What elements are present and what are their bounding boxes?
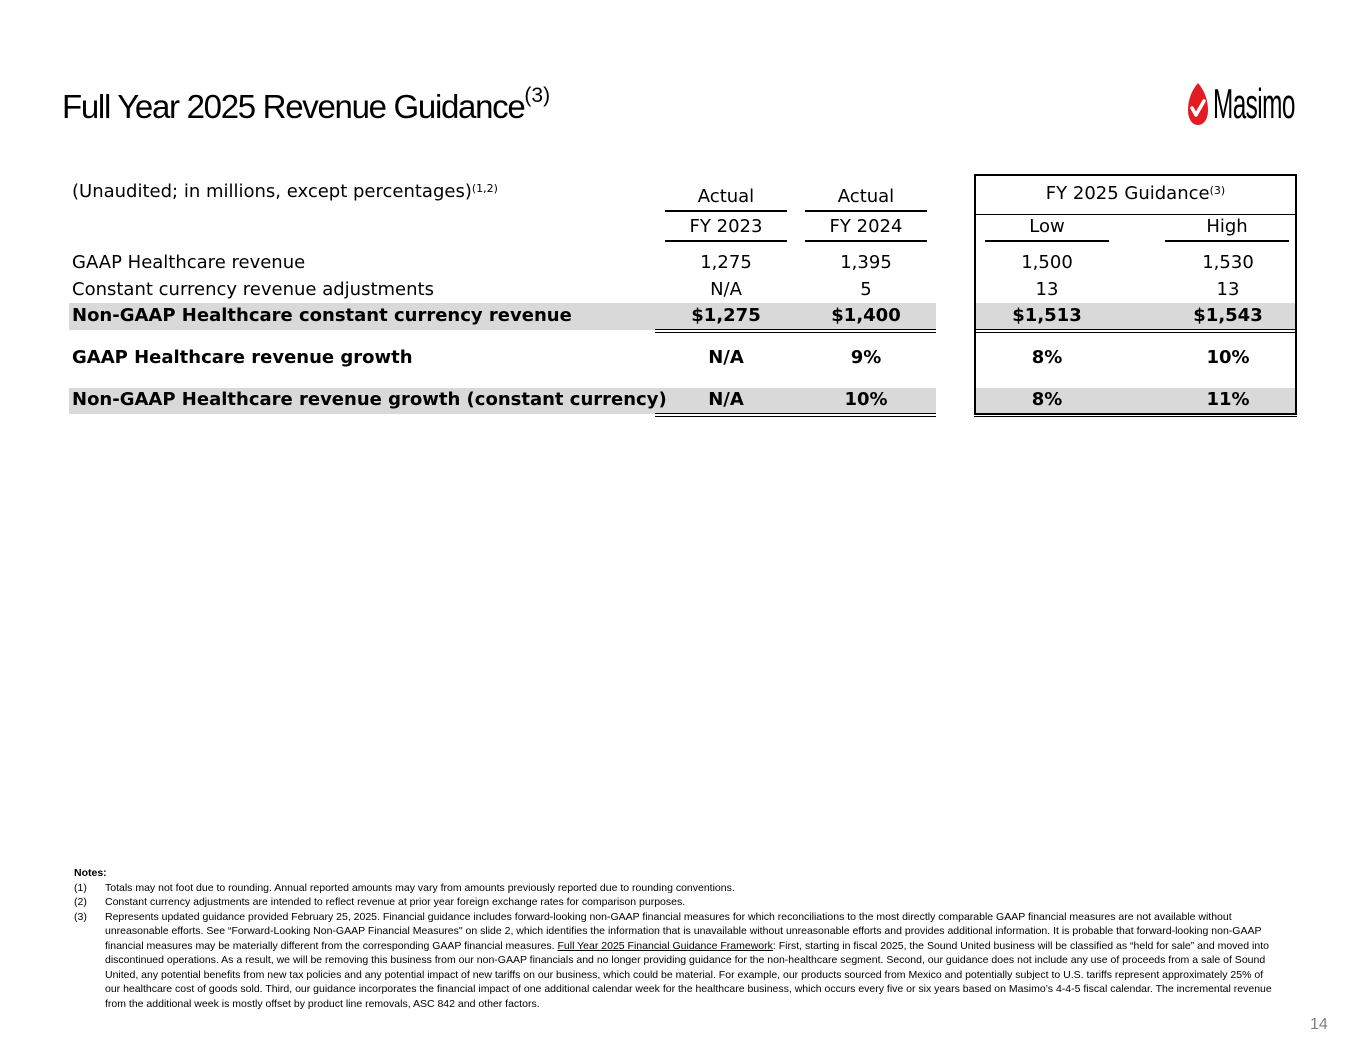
row-label: GAAP Healthcare revenue (72, 252, 306, 273)
col-header-fy24: FY 2024 (829, 216, 903, 237)
col-header-high: High (1206, 216, 1248, 237)
footnote-2 (74, 895, 1274, 910)
footnote-text: Constant currency adjustments are intended to reflect revenue at prior year foreign exchange rates for comparison purposes. (105, 896, 686, 908)
table-caption: (Unaudited; in millions, except percentages)$^{(1,2)}$ (72, 181, 498, 202)
fy24-top-underline (805, 210, 927, 212)
growth-double-underline-guidance (974, 413, 1297, 417)
fy24-underline (805, 240, 927, 242)
cell-fy23: N/A (708, 347, 744, 368)
footnote-number: (3) (74, 910, 87, 923)
col-header-guidance: FY 2025 Guidance$^{(3)}$ (1045, 183, 1226, 204)
guidance-framework-link: Full Year 2025 Financial Guidance Framework (557, 939, 773, 952)
cell-high: $1,543 (1193, 305, 1263, 326)
masimo-logo-wordmark: Masimo (1213, 80, 1295, 127)
cell-low: 1,500 (1021, 252, 1073, 273)
cell-high: 10% (1206, 347, 1250, 368)
notes-heading: Notes: (74, 867, 107, 879)
footnotes (74, 866, 1274, 1011)
row-label: Constant currency revenue adjustments (72, 279, 434, 300)
cell-low: 8% (1031, 347, 1063, 368)
total-double-underline-guidance (976, 329, 1295, 333)
masimo-logo (1187, 80, 1354, 128)
caption-footnote-ref: (1,2) (471, 182, 498, 195)
guidance-header-divider (976, 214, 1295, 215)
cell-fy24: 9% (850, 347, 882, 368)
cell-low: 13 (1035, 279, 1059, 300)
col-header-low: Low (1029, 216, 1065, 237)
row-label: GAAP Healthcare revenue growth (72, 347, 413, 368)
row-label: Non-GAAP Healthcare revenue growth (constant currency) (72, 389, 667, 410)
cell-fy23: 1,275 (700, 252, 752, 273)
cell-fy23: N/A (710, 279, 742, 300)
footnote-number: (2) (74, 896, 87, 908)
cell-fy23: N/A (708, 389, 744, 410)
col-header-fy24-top: Actual (837, 186, 895, 207)
fy23-underline (665, 240, 787, 242)
guidance-footnote-ref: (3) (1209, 184, 1226, 197)
cell-high: 11% (1206, 389, 1250, 410)
growth-double-underline-actuals (655, 413, 936, 417)
footnote-1 (74, 881, 1274, 896)
cell-low: 8% (1031, 389, 1063, 410)
row-label: Non-GAAP Healthcare constant currency revenue (72, 305, 572, 326)
footnote-text: Represents updated guidance provided February 25, 2025. Financial guidance includes forward-looking non-GAAP financial measures for which reconciliations to the most directly comparable GAAP financial measures are not available without unreasonable efforts. See “Forward-Looking Non-GAAP Financial Measures" on slide 2, which identifies the information that is unavailable without unreasonable efforts and provides additional information. It is probable that forward-looking non-GAAP financial measures may be materially different from the corresponding GAAP financial measures. Full Year 2025 Financial Guidance Framework: First, starting in fiscal 2025, the Sound United business will be classified as “held for sale” and moved into discontinued operations. As a result, we will be removing this business from our non-GAAP financials and no longer providing guidance for the non-healthcare segment. Second, our guidance does not include any use of proceeds from a sale of Sound United, any potential benefits from new tax policies and any potential impact of new tariffs on our business, which could be material. For example, our products sourced from Mexico and potentially subject to U.S. tariffs represent approximately 25% of our healthcare cost of goods sold. Third, our guidance incorporates the financial impact of one additional calendar week for the healthcare business, which occurs every five or six years based on Masimo’s 4-4-5 fiscal calendar. The incremental revenue from the additional week is mostly offset by product line removals, ASC 842 and other factors. (105, 910, 1272, 1010)
total-double-underline-actuals (655, 329, 936, 333)
fy23-top-underline (665, 210, 787, 212)
masimo-logo-icon (1187, 81, 1209, 127)
low-underline (985, 240, 1109, 242)
cell-fy24: 5 (860, 279, 872, 300)
title-footnote-ref: (3) (524, 84, 551, 107)
footnote-text: Totals may not foot due to rounding. Annual reported amounts may vary from amounts previously reported due to rounding conventions. (105, 881, 735, 894)
cell-fy24: $1,400 (831, 305, 901, 326)
footnote-number: (1) (74, 881, 87, 894)
cell-fy24: 1,395 (840, 252, 892, 273)
footnote-3 (74, 910, 1274, 1012)
cell-fy23: $1,275 (691, 305, 761, 326)
high-underline (1165, 240, 1289, 242)
cell-high: 1,530 (1202, 252, 1254, 273)
col-header-fy23-top: Actual (697, 186, 755, 207)
col-header-fy23: FY 2023 (689, 216, 763, 237)
cell-high: 13 (1216, 279, 1240, 300)
page-title: Full Year 2025 Revenue Guidance$^{(3)}$ (62, 84, 551, 125)
cell-low: $1,513 (1012, 305, 1082, 326)
page-number: 14 (1310, 1016, 1328, 1033)
cell-fy24: 10% (844, 389, 888, 410)
